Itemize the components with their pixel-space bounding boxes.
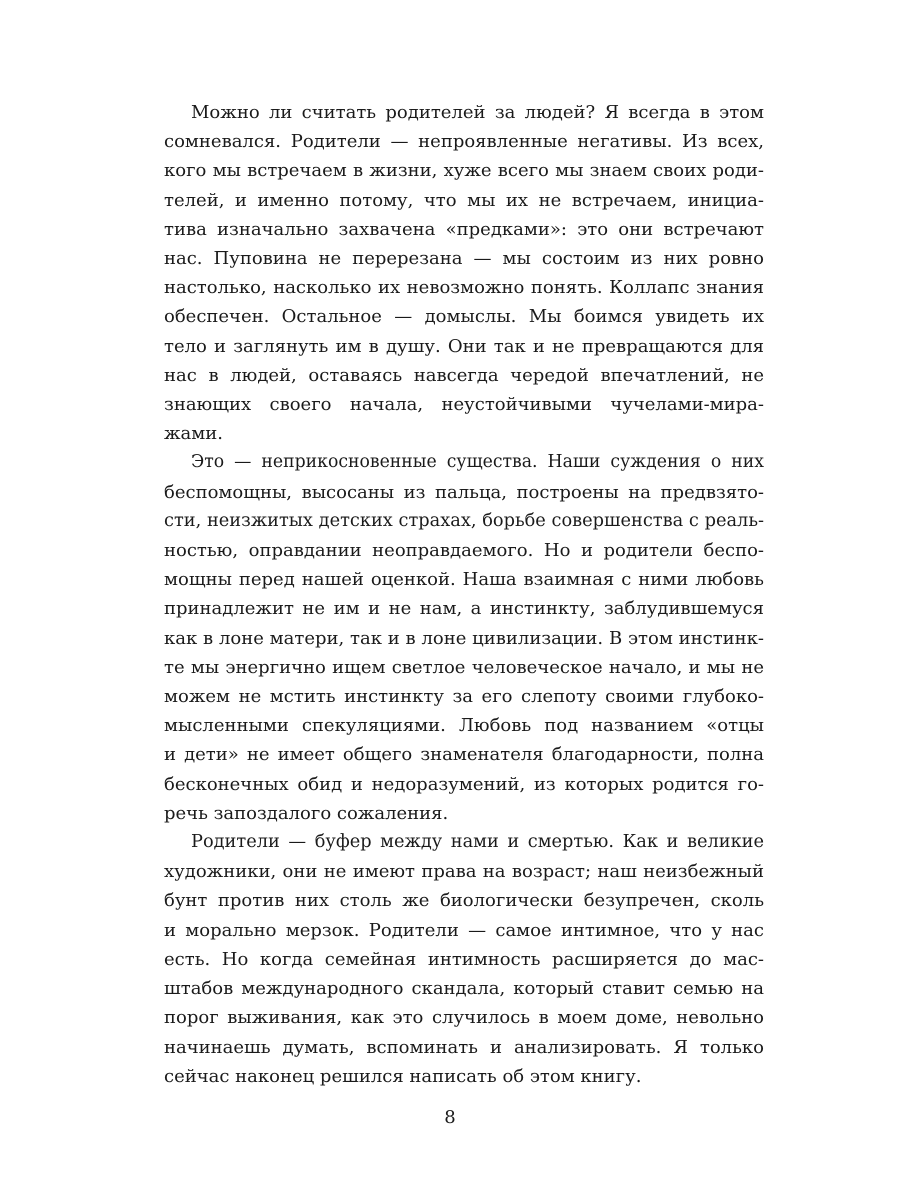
paragraph [164,828,764,1091]
text-line: порог выживания, как это случилось в моем доме, невольно [164,1007,764,1029]
text-line: как в лоне матери, так и в лоне цивилизации. В этом инстинк- [164,627,764,649]
page-number: 8 [444,1107,456,1128]
text-line: ностью, оправдании неоправдаемого. Но и родители беспо- [164,540,764,562]
text-line: тело и заглянуть им в душу. Они так и не превращаются для [164,335,764,357]
text-line: тива изначально захвачена «предками»: это они встречают [164,218,764,240]
text-line: мысленными спекуляциями. Любовь под названием «отцы [164,715,764,737]
paragraph [164,448,764,828]
text-line: кого мы встречаем в жизни, хуже всего мы знаем своих роди- [164,160,764,182]
text-line: Это — неприкосновенные существа. Наши суждения о них [191,452,764,473]
text-line: принадлежит не им и не нам, а инстинкту, заблудившемуся [164,598,764,620]
text-line: обеспечен. Остальное — домыслы. Мы боимся увидеть их [164,306,764,328]
text-line: и дети» не имеет общего знаменателя благодарности, полна [164,744,764,766]
text-line: нас. Пуповина не перерезана — мы состоим из них ровно [164,248,764,270]
text-line: есть. Но когда семейная интимность расширяется до мас- [164,948,764,970]
text-line: настолько, насколько их невозможно понять. Коллапс знания [164,277,764,299]
text-line: знающих своего начала, неустойчивыми чучелами-мира- [164,394,764,416]
text-line: сти, неизжитых детских страхах, борьбе совершенства с реаль- [164,510,764,531]
text-line: Можно ли считать родителей за людей? Я всегда в этом [191,102,764,123]
paragraph [164,98,764,448]
text-line: бунт против них столь же биологически безупречен, сколь [164,890,764,912]
text-line: сомневался. Родители — непроявленные негативы. Из всех, [164,131,764,153]
text-line: сейчас наконец решился написать об этом книгу. [164,1065,642,1087]
text-line: и морально мерзок. Родители — самое интимное, что у нас [164,919,764,941]
text-line: жами. [164,423,224,445]
text-line: телей, и именно потому, что мы их не встречаем, инициа- [164,189,764,211]
text-line: Родители — буфер между нами и смертью. Как и великие [191,832,764,853]
text-line: мощны перед нашей оценкой. Наша взаимная с ними любовь [164,569,764,591]
text-line: речь запоздалого сожаления. [164,802,449,824]
text-line: те мы энергично ищем светлое человеческое начало, и мы не [164,656,764,678]
text-line: начинаешь думать, вспоминать и анализировать. Я только [164,1036,764,1058]
text-line: штабов международного скандала, который ставит семью на [164,978,764,1000]
text-line: нас в людей, оставаясь навсегда чередой впечатлений, не [164,364,764,386]
body-text [164,98,764,1091]
text-line: можем не мстить инстинкту за его слепоту своими глубоко- [164,686,764,708]
text-line: бесконечных обид и недоразумений, из которых родится го- [164,773,764,795]
text-line: беспомощны, высосаны из пальца, построены на предвзято- [164,481,764,503]
text-line: художники, они не имеют права на возраст; наш неизбежный [164,861,764,883]
